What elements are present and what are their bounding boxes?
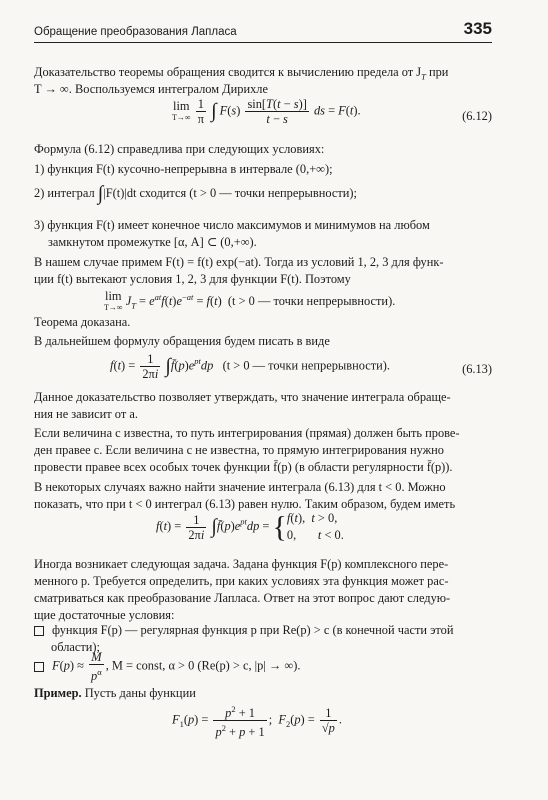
paragraph-6-line-2: ния не зависит от a. xyxy=(34,407,138,421)
paragraph-5: В дальнейшем формулу обращения будем писать в виде xyxy=(34,334,330,348)
page-number: 335 xyxy=(463,19,492,38)
equation-functions: $F_1(p)$ = $\frac{p^2 + 1}{p^2 + p + 1}$ ; $F_2(p)$ = $\frac{1}{√p}$ . xyxy=(172,704,342,740)
paragraph-3-line-2: ции f(t) вытекают условия 1, 2, 3 для функции F(t). Поэтому xyxy=(34,272,351,286)
condition-3-line-2: замкнутом промежутке [α, A] ⊂ (0,+∞). xyxy=(48,235,257,249)
page-header xyxy=(34,20,492,43)
jt-subscript: T xyxy=(421,71,426,82)
equation-label-6-12: (6.12) xyxy=(462,109,492,123)
equation-label-6-13: (6.13) xyxy=(462,362,492,376)
paragraph-1-line-1: Доказательство теоремы обращения сводится к вычислению предела от $J_T$ при xyxy=(34,65,449,82)
paragraph-9-line-4: щие достаточные условия: xyxy=(34,608,175,622)
paragraph-7-line-2: ден правее c. Если величина c не известна, то прямую интегрирования нужно xyxy=(34,443,444,457)
checkbox-bullet-icon xyxy=(34,626,44,636)
bullet-2: F(p) ≈ $\frac{M}{p^\alpha}$ , M = const, α > 0 (Re(p) > c, |p| → ∞). xyxy=(34,650,492,683)
paragraph-9-line-1: Иногда возникает следующая задача. Задана функция F(p) комплексного пере- xyxy=(34,557,449,571)
paragraph-9-line-3: сматриваться как преобразование Лапласа. Ответ на этот вопрос дают следую- xyxy=(34,591,451,605)
condition-3-line-1: 3) функция F(t) имеет конечное число максимумов и минимумов на любом xyxy=(34,218,430,232)
paragraph-2: Формула (6.12) справедлива при следующих условиях: xyxy=(34,142,325,156)
bullet-1-line-2: области); xyxy=(51,640,100,654)
condition-1: 1) функция F(t) кусочно-непрерывна в интервале (0,+∞); xyxy=(34,162,333,176)
running-title: Обращение преобразования Лапласа xyxy=(34,26,237,38)
paragraph-3-line-1: В нашем случае примем F(t) = f(t) exp(−at). Тогда из условий 1, 2, 3 для функ- xyxy=(34,255,444,269)
paragraph-4: Теорема доказана. xyxy=(34,315,131,329)
paragraph-7-line-1: Если величина c известна, то путь интегрирования (прямая) должен быть прове- xyxy=(34,426,460,440)
equation-limit: lim T→∞ $J_T = e^{at}f(t)e^{-at} = f(t) (t > 0$ — точки непрерывности). xyxy=(104,289,396,313)
paragraph-1-line-2: T → ∞. Воспользуемся интегралом Дирихле xyxy=(34,82,268,96)
equation-cases: f(t) = $\frac{1}{2\pi i}$ $\int f̄(p)e^{pt}dp = \{f(t)$, t > 0, 0, t < 0. xyxy=(156,510,344,544)
condition-2: 2) интеграл ∫|F(t)|dt сходится (t > 0 — точки непрерывности); xyxy=(34,182,357,205)
paragraph-10: Пример. Пусть даны функции xyxy=(34,686,196,700)
equation-6-12: lim T→∞ $\frac{1}{\pi}$ ∫ F(s) $\frac{\sin[T(t - s)]}{t - s}$ ds = F(t). xyxy=(172,97,361,126)
paragraph-7-line-3: провести правее всех особых точек функции f̄(p) (в области регулярности f̄(p)). xyxy=(34,460,453,474)
paragraph-6-line-1: Данное доказательство позволяет утверждать, что значение интеграла обраще- xyxy=(34,390,451,404)
equation-6-13: f(t) = $\frac{1}{2\pi i}$ $\int f̄(p)e^{pt}dp$ (t > 0 — точки непрерывности). xyxy=(110,352,390,381)
paragraph-8-line-1: В некоторых случаях важно найти значение интеграла (6.13) для t < 0. Можно xyxy=(34,480,446,494)
paragraph-8-line-2: показать, что при t < 0 интеграл (6.13) равен нулю. Таким образом, будем иметь xyxy=(34,497,456,511)
checkbox-bullet-icon xyxy=(34,662,44,672)
paragraph-9-line-2: менного p. Требуется определить, при каких условиях эта функция может рас- xyxy=(34,574,449,588)
bullet-1-line-1: функция F(p) — регулярная функция p при Re(p) > c (в конечной части этой xyxy=(34,622,492,639)
